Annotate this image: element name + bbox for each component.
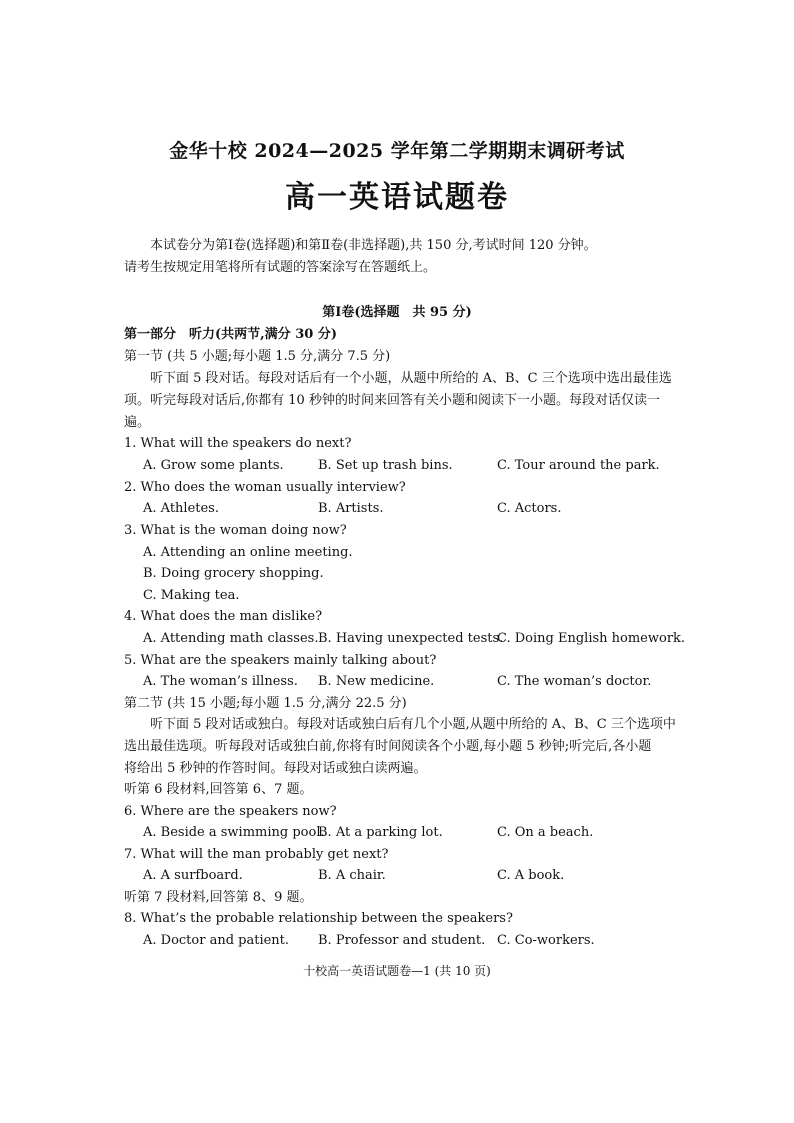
section2-instr-2: 选出最佳选项。听每段对话或独白前,你将有时间阅读各个小题,每小题 5 秒钟;听完后,各小题	[124, 739, 652, 754]
part1-heading: 第一部分 听力(共两节,满分 30 分)	[124, 327, 337, 342]
section1-instr-1: 听下面 5 段对话。每段对话后有一个小题，从题中所给的 A、B、C 三个选项中选出最佳选	[150, 371, 672, 386]
option-b: B. Having unexpected tests.	[318, 631, 504, 646]
section1-instr-3: 遍。	[124, 415, 151, 430]
option-a: A. A surfboard.	[143, 868, 243, 883]
option-a: A. Attending math classes.	[143, 631, 319, 646]
section1-heading: 第一节 (共 5 小题;每小题 1.5 分,满分 7.5 分)	[124, 349, 391, 364]
option-a: A. Beside a swimming pool.	[143, 825, 325, 840]
section2-heading: 第二节 (共 15 小题;每小题 1.5 分,满分 22.5 分)	[124, 696, 407, 711]
option-c: C. Actors.	[497, 501, 562, 516]
option-c: C. The woman’s doctor.	[497, 674, 652, 689]
option-a: A. Attending an online meeting.	[143, 545, 353, 560]
question-3: 3. What is the woman doing now?	[124, 523, 347, 538]
option-a: A. The woman’s illness.	[143, 674, 298, 689]
option-b: B. Professor and student.	[318, 933, 486, 948]
question-7-options	[143, 867, 743, 885]
question-1-options	[143, 457, 743, 475]
question-8: 8. What’s the probable relationship between the speakers?	[124, 911, 513, 926]
question-7: 7. What will the man probably get next?	[124, 847, 389, 862]
option-c: C. Making tea.	[143, 588, 240, 603]
intro-line-1: 本试卷分为第Ⅰ卷(选择题)和第Ⅱ卷(非选择题),共 150 分,考试时间 120 分钟。	[150, 238, 597, 253]
question-2: 2. Who does the woman usually interview?	[124, 480, 406, 495]
question-5: 5. What are the speakers mainly talking about?	[124, 653, 437, 668]
question-5-options	[143, 673, 743, 691]
section2-instr-3: 将给出 5 秒钟的作答时间。每段对话或独白读两遍。	[124, 761, 427, 776]
material-7-note: 听第 7 段材料,回答第 8、9 题。	[124, 890, 313, 905]
option-c: C. On a beach.	[497, 825, 594, 840]
question-6-options	[143, 824, 743, 842]
option-b: B. New medicine.	[318, 674, 435, 689]
exam-title: 金华十校 2024—2025 学年第二学期期末调研考试	[169, 140, 625, 162]
page-footer: 十校高一英语试题卷—1 (共 10 页)	[303, 964, 491, 978]
volume-heading: 第Ⅰ卷(选择题 共 95 分)	[322, 305, 472, 320]
question-1: 1. What will the speakers do next?	[124, 436, 352, 451]
option-c: C. Tour around the park.	[497, 458, 660, 473]
option-b: B. Set up trash bins.	[318, 458, 453, 473]
intro-line-2: 请考生按规定用笔将所有试题的答案涂写在答题纸上。	[124, 260, 437, 275]
option-b: B. A chair.	[318, 868, 386, 883]
question-8-options	[143, 932, 743, 950]
question-4: 4. What does the man dislike?	[124, 609, 323, 624]
section2-instr-1: 听下面 5 段对话或独白。每段对话或独白后有几个小题,从题中所给的 A、B、C 三个选项中	[150, 717, 676, 732]
option-c: C. Co-workers.	[497, 933, 595, 948]
option-a: A. Athletes.	[143, 501, 219, 516]
option-a: A. Doctor and patient.	[143, 933, 290, 948]
option-c: C. Doing English homework.	[497, 631, 686, 646]
question-6: 6. Where are the speakers now?	[124, 804, 337, 819]
option-b: B. At a parking lot.	[318, 825, 443, 840]
section1-instr-2: 项。听完每段对话后,你都有 10 秒钟的时间来回答有关小题和阅读下一小题。每段对话仅读一	[124, 393, 660, 408]
exam-subtitle: 高一英语试题卷	[285, 180, 509, 215]
option-a: A. Grow some plants.	[143, 458, 284, 473]
option-c: C. A book.	[497, 868, 565, 883]
material-6-note: 听第 6 段材料,回答第 6、7 题。	[124, 782, 313, 797]
question-2-options	[143, 500, 743, 518]
option-b: B. Doing grocery shopping.	[143, 566, 324, 581]
question-4-options	[143, 630, 743, 648]
option-b: B. Artists.	[318, 501, 384, 516]
